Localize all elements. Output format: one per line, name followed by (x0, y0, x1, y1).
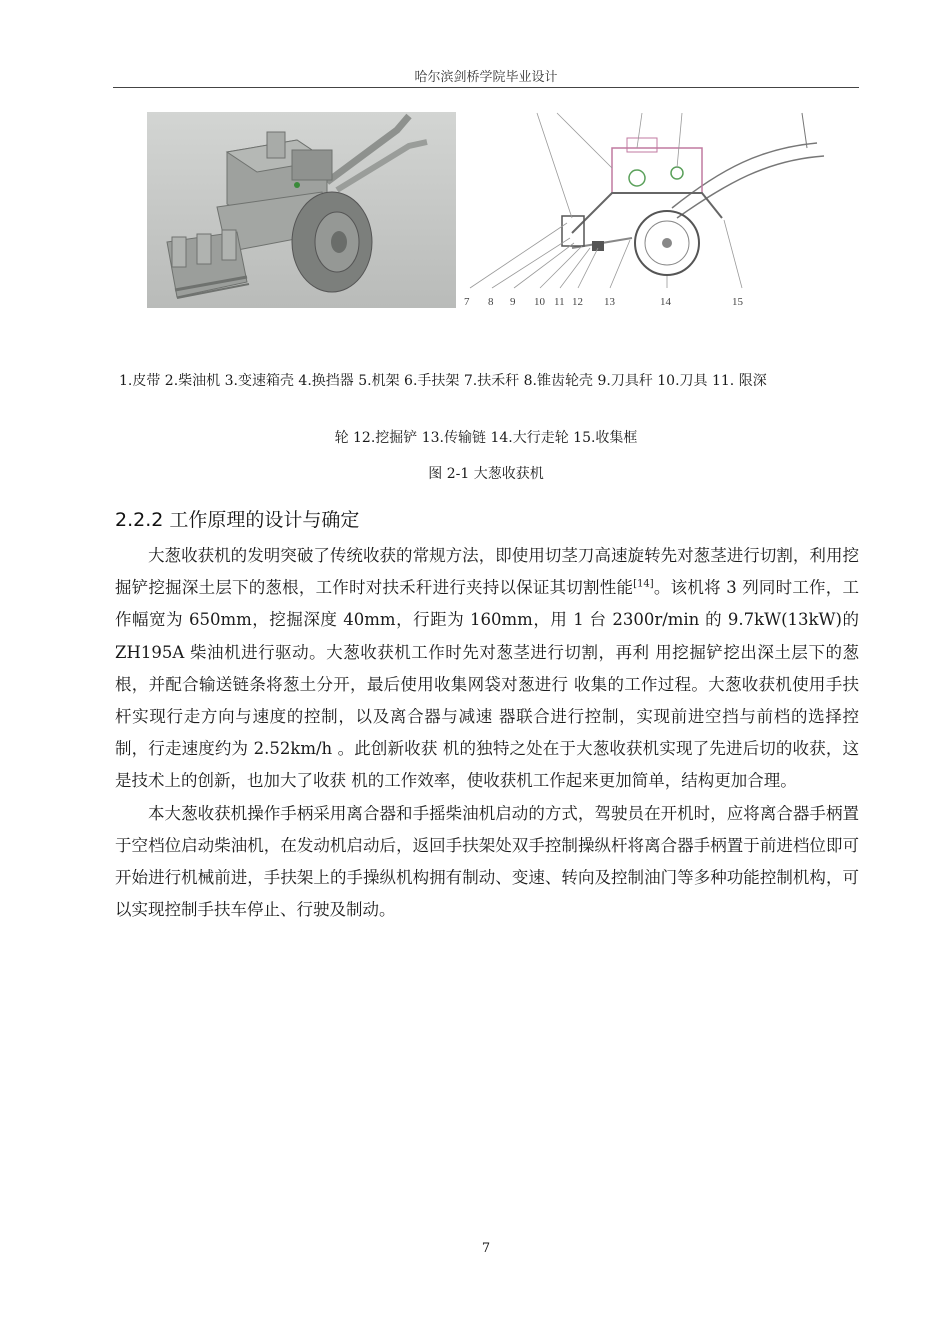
callout-label: 8 (488, 296, 494, 308)
callout-label: 14 (660, 296, 671, 308)
page-header: 哈尔滨剑桥学院毕业设计 (414, 70, 558, 85)
callout-label: 10 (534, 296, 545, 308)
harvester-line-diagram (462, 108, 834, 313)
header-divider (113, 87, 859, 88)
harvester-3d-drawing (147, 112, 456, 308)
body-text (115, 540, 859, 926)
callout-label: 15 (732, 296, 743, 308)
figure-legend: 1.皮带 2.柴油机 3.变速箱壳 4.换挡器 5.机架 6.手扶架 7.扶禾秆 8.锥齿轮壳 9.刀具秆 10.刀具 11. 限深 (119, 373, 767, 389)
harvester-line-drawing (462, 108, 834, 313)
section-heading: 2.2.2 工作原理的设计与确定 (115, 509, 360, 531)
paragraph-text: 。该机将 3 列同时工作，工作幅宽为 650mm，挖掘深度 40mm，行距为 160mm，用 1 台 2300r/min 的 9.7kW(13kW)的 ZH195A 柴油机进行驱动。大葱收获机工作时先对葱茎进行切割，再利 用挖掘铲挖出深土层下的葱根，并配合输送链条将葱土分开，最后使用收集网袋对葱进行 收集的工作过程。大葱收获机使用手扶杆实现行走方向与速度的控制，以及离合器与减速 器联合进行控制，实现前进空挡与前档的选择控制，行走速度约为 2.52km/h 。此创新收获 机的独特之处在于大葱收获机实现了先进后切的收获，这是技术上的创新，也加大了收获 机的工作效率，使收获机工作起来更加简单，结构更加合理。 (115, 578, 859, 791)
callout-label: 12 (572, 296, 583, 308)
citation-ref[interactable]: [14] (633, 578, 654, 590)
figure-legend-continued: 轮 12.挖掘铲 13.传输链 14.大行走轮 15.收集框 (334, 430, 638, 446)
paragraph (115, 540, 859, 798)
callout-label: 13 (604, 296, 615, 308)
paragraph: 本大葱收获机操作手柄采用离合器和手摇柴油机启动的方式，驾驶员在开机时，应将离合器手柄置于空档位启动柴油机，在发动机启动后，返回手扶架处双手控制操纵杆将离合器手柄置于前进档位即可开始进行机械前进，手扶架上的手操纵机构拥有制动、变速、转向及控制油门等多种功能控制机构，可以实现控制手扶车停止、行驶及制动。 (115, 803, 859, 920)
paragraph-text: 大葱收获机的发明突破了传统收获的常规方法，即使用切茎刀高速旋转先对葱茎进行切割，利用挖掘铲挖掘深土层下的葱根，工作时对扶禾秆进行夹持以保证其切割性能 (115, 546, 859, 598)
callout-label: 7 (464, 296, 470, 308)
callout-label: 9 (510, 296, 516, 308)
figure-caption: 图 2-1 大葱收获机 (428, 466, 544, 482)
callout-label: 11 (554, 296, 565, 308)
page-number: 7 (481, 1241, 491, 1256)
harvester-3d-render (147, 112, 456, 308)
